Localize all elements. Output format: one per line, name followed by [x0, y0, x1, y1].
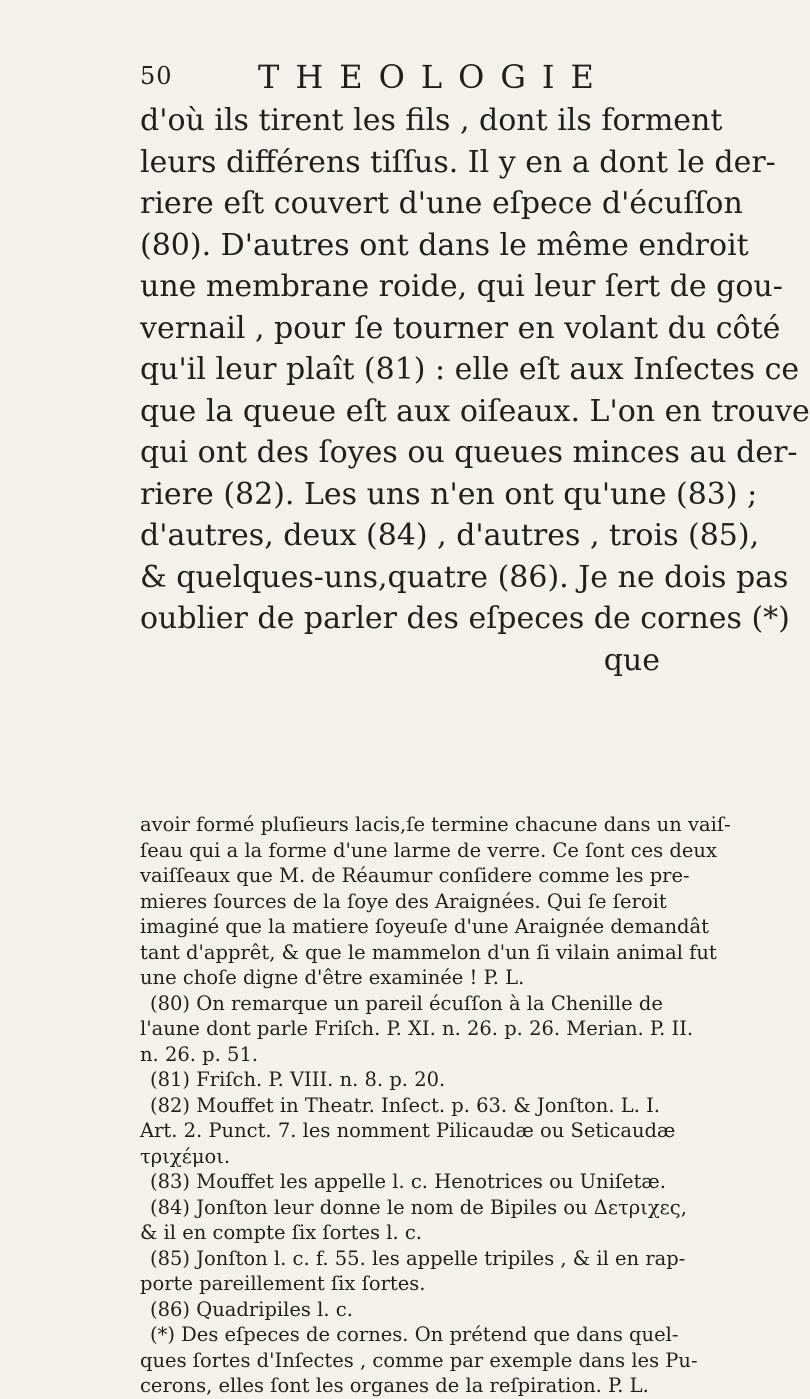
page-header	[140, 58, 660, 102]
footnote-line: imaginé que la matiere ſoyeuſe d'une Araignée demandât	[140, 915, 709, 938]
main-text-line: qu'il leur plaît (81) : elle eſt aux Inſectes ce	[140, 352, 800, 387]
footnote-asterisk: (*) Des eſpeces de cornes. On prétend que dans quel-	[150, 1323, 679, 1346]
footnotes	[140, 812, 731, 1399]
footnote-line: n. 26. p. 51.	[140, 1042, 259, 1066]
footnote-line: τριχέμοι.	[140, 1144, 231, 1168]
main-text-line: vernail , pour ſe tourner en volant du côté	[140, 310, 781, 346]
main-text-line: & quelques-uns,quatre (86). Je ne dois pas	[140, 559, 789, 595]
footnote-83: (83) Mouffet les appelle l. c. Henotrices ou Uniſetæ.	[150, 1170, 666, 1193]
footnote-line: Art. 2. Punct. 7. les nomment Pilicaudæ ou Seticaudæ	[140, 1119, 676, 1142]
footnote-line: cerons, elles ſont les organes de la reſpiration. P. L.	[140, 1374, 649, 1397]
footnote-line: ſeau qui a la forme d'une larme de verre. Ce ſont ces deux	[140, 838, 717, 862]
footnote-line: une choſe digne d'être examinée ! P. L.	[140, 966, 525, 989]
main-text-line: qui ont des ſoyes ou queues minces au der-	[140, 435, 798, 470]
main-text-line: leurs différens tiſſus. Il y en a dont le der-	[140, 144, 776, 180]
main-text-line: oublier de parler des eſpeces de cornes (*)	[140, 601, 790, 636]
footnote-81: (81) Friſch. P. VIII. n. 8. p. 20.	[150, 1068, 446, 1091]
running-title: THEOLOGIE	[258, 58, 610, 96]
main-text-line: une membrane roide, qui leur ſert de gou-	[140, 269, 783, 304]
footnote-line: ques ſortes d'Inſectes , comme par exemple dans les Pu-	[140, 1348, 698, 1372]
main-text-line: riere (82). Les uns n'en ont qu'une (83) ;	[140, 476, 758, 512]
main-text	[140, 100, 810, 681]
main-text-line: d'autres, deux (84) , d'autres , trois (85),	[140, 518, 760, 553]
catchword: que	[603, 642, 660, 678]
main-text-line: (80). D'autres ont dans le même endroit	[140, 227, 749, 263]
footnote-line: & il en compte ſix ſortes l. c.	[140, 1221, 422, 1244]
main-text-line: riere eſt couvert d'une eſpece d'écuſſon	[140, 186, 743, 221]
main-text-line: que la queue eſt aux oiſeaux. L'on en trouve	[140, 393, 810, 429]
footnote-line: tant d'apprêt, & que le mammelon d'un ſi vilain animal fut	[140, 940, 717, 964]
footnote-line: avoir formé pluſieurs lacis,ſe termine chacune dans un vaiſ-	[140, 813, 731, 836]
footnote-line: mieres ſources de la ſoye des Araignées. Qui ſe ſeroit	[140, 889, 667, 913]
page-number: 50	[140, 62, 173, 90]
footnote-82: (82) Mouffet in Theatr. Inſect. p. 63. & Jonſton. L. I.	[150, 1093, 660, 1117]
footnote-86: (86) Quadripiles l. c.	[150, 1297, 353, 1321]
footnote-line: l'aune dont parle Friſch. P. XI. n. 26. p. 26. Merian. P. II.	[140, 1017, 694, 1040]
footnote-84: (84) Jonſton leur donne le nom de Bipiles ou Δετριχες,	[150, 1195, 687, 1219]
footnote-line: vaiſſeaux que M. de Réaumur conſidere comme les pre-	[140, 864, 690, 887]
main-text-line: d'où ils tirent les fils , dont ils forment	[140, 103, 723, 138]
footnote-80: (80) On remarque un pareil écuſſon à la Chenille de	[150, 991, 663, 1015]
footnote-line: porte pareillement ſix ſortes.	[140, 1272, 426, 1295]
footnote-85: (85) Jonſton l. c. f. 55. les appelle tripiles , & il en rap-	[150, 1246, 686, 1270]
